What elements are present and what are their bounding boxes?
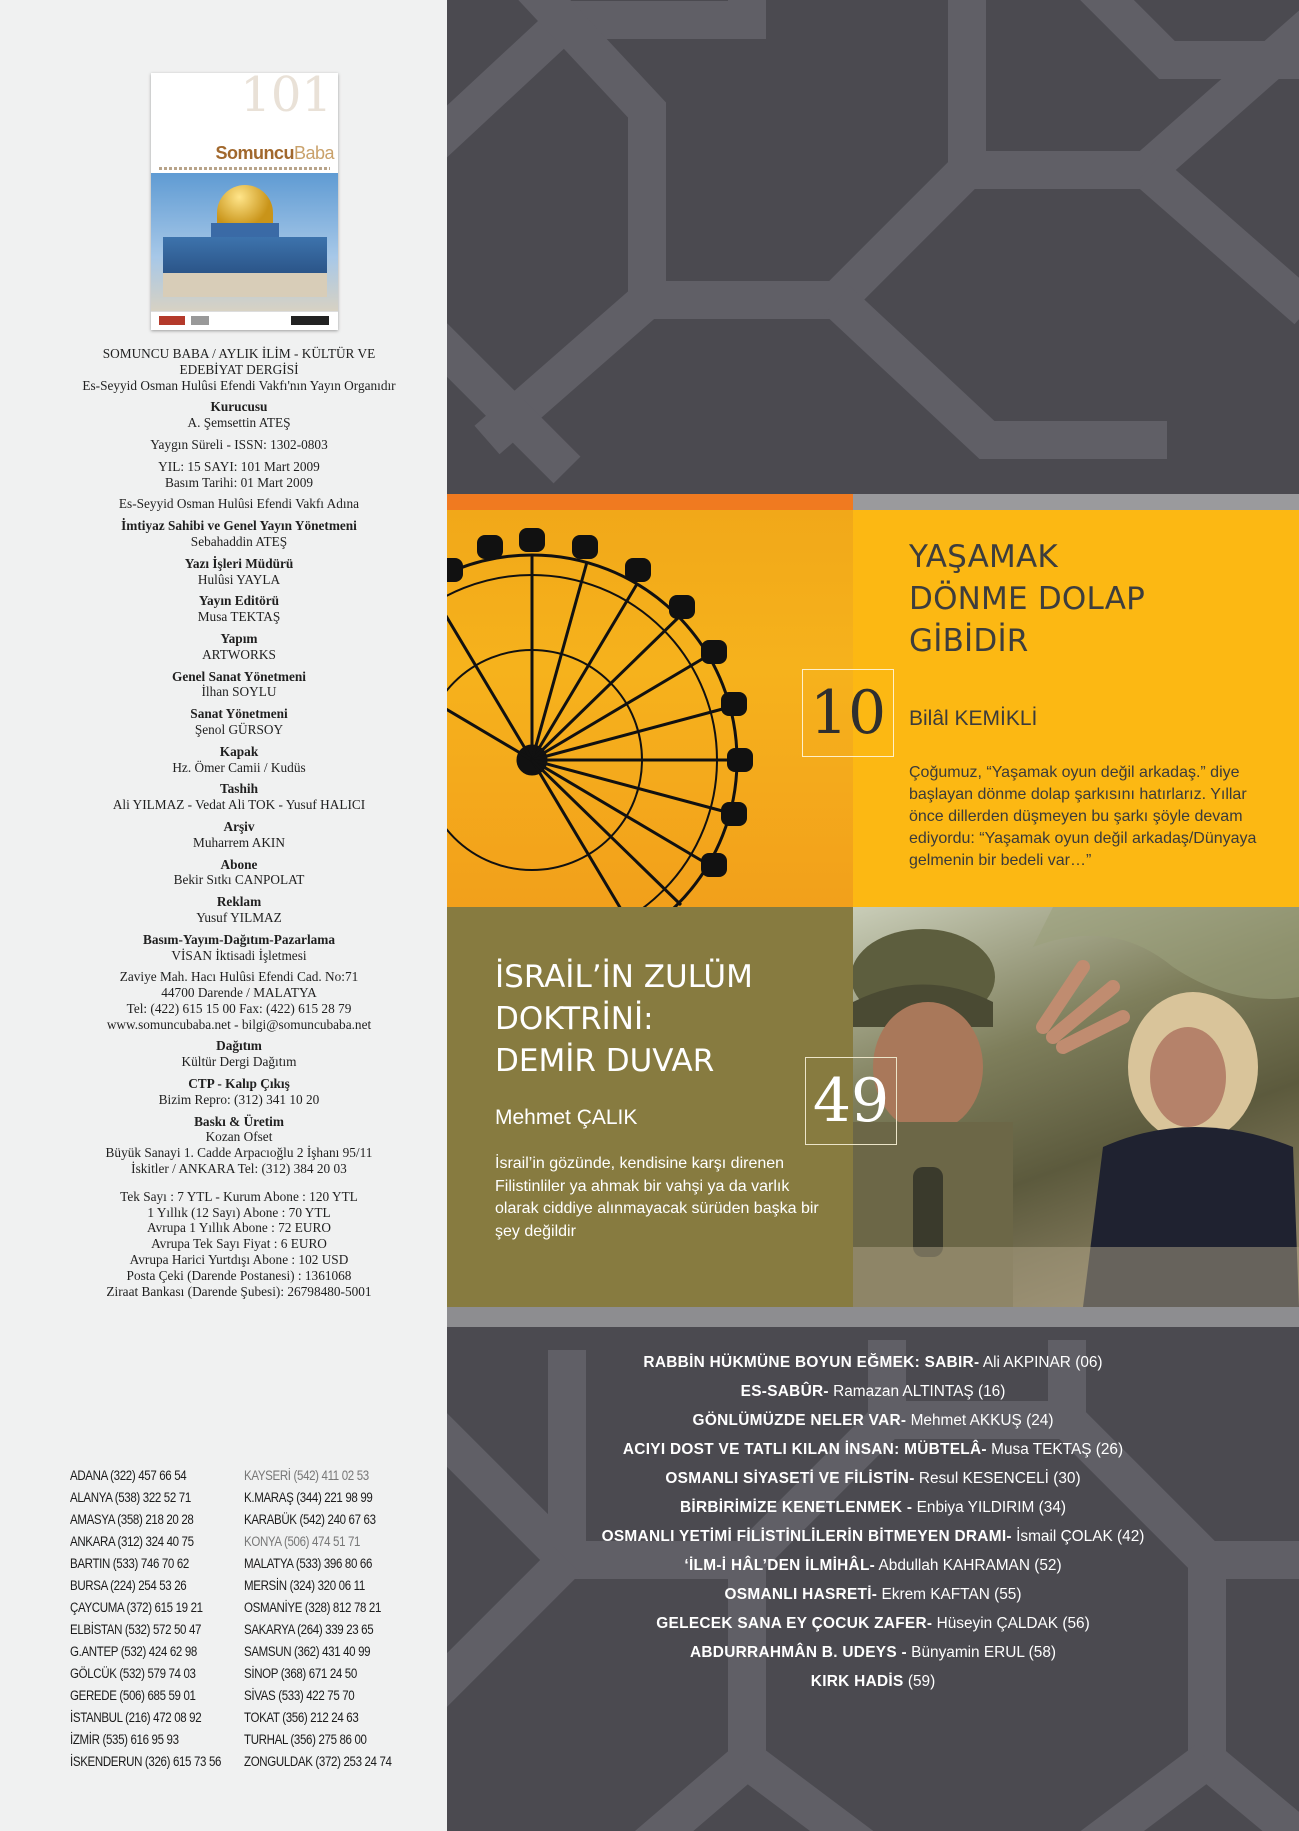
ferris-wheel-photo[interactable] [447, 510, 853, 907]
phone-entry: SİVAS (533) 422 75 70 [244, 1688, 355, 1703]
phone-entry: KARABÜK (542) 240 67 63 [244, 1512, 376, 1527]
owner-label: İmtiyaz Sahibi ve Genel Yayın Yönetmeni [121, 518, 357, 534]
archive: Muharrem AKIN [193, 834, 285, 850]
toc-entry-author: Bünyamin ERUL (58) [906, 1644, 1057, 1661]
cover-logo-second: Baba [293, 143, 334, 163]
toc-entry[interactable] [447, 1522, 1299, 1551]
phone-entry: ELBİSTAN (532) 572 50 47 [70, 1622, 202, 1637]
toc-entry[interactable] [447, 1435, 1299, 1464]
phone-entry: K.MARAŞ (344) 221 98 99 [244, 1490, 373, 1505]
ads: Yusuf YILMAZ [196, 909, 282, 925]
toc-entry[interactable] [447, 1348, 1299, 1377]
toc-entry-author: Hüseyin ÇALDAK (56) [932, 1615, 1090, 1632]
publishing-editor: Musa TEKTAŞ [197, 609, 281, 625]
masthead-credits [78, 346, 400, 1305]
phone-entry: İSKENDERUN (326) 615 73 56 [70, 1754, 222, 1769]
toc-entry-author: Resul KESENCELİ (30) [914, 1470, 1081, 1487]
distribution: Kültür Dergi Dağıtım [181, 1054, 297, 1070]
toc-entry-author: (59) [903, 1673, 936, 1690]
distribution-marketing: VİSAN İktisadi İşletmesi [171, 947, 307, 963]
toc-entry[interactable] [447, 1551, 1299, 1580]
production: ARTWORKS [202, 646, 276, 662]
editor-label: Yazı İşleri Müdürü [184, 555, 294, 571]
masthead-subtitle: Es-Seyyid Osman Hulûsi Efendi Vakfı'nın Yayın Organıdır [82, 377, 396, 393]
toc-entry-title: ABDURRAHMÂN B. UDEYS - [689, 1644, 907, 1661]
feature-1-page-number: 10 [802, 669, 894, 757]
phone-entry: SİNOP (368) 671 24 50 [244, 1666, 357, 1681]
toc-entry-author: İsmail ÇOLAK (42) [1011, 1528, 1145, 1545]
phone-entry: BARTIN (533) 746 70 62 [70, 1556, 189, 1571]
toc-entry-title: RABBİN HÜKMÜNE BOYUN EĞMEK: SABIR- [643, 1354, 980, 1371]
toc-entry-author: Ramazan ALTINTAŞ (16) [828, 1383, 1006, 1400]
feature-2-lead: İsrail’in gözünde, kendisine karşı direnen Filistinliler ya ahmak bir vahşi ya da varlık olarak ciddiye alınmayacak sürüden başka bir şey değildir [495, 1155, 819, 1240]
toc-entry-title: ‘İLM-İ HÂL’DEN İLMİHÂL- [684, 1557, 876, 1574]
printer-address-2: İskitler / ANKARA Tel: (312) 384 20 03 [131, 1161, 347, 1177]
web-mail[interactable]: www.somuncubaba.net - bilgi@somuncubaba.net [106, 1016, 372, 1032]
price-1: Tek Sayı : 7 YTL - Kurum Abone : 120 YTL [120, 1188, 358, 1204]
phone-entry: İSTANBUL (216) 472 08 92 [70, 1710, 202, 1725]
address-line-2: 44700 Darende / MALATYA [161, 985, 317, 1001]
cover-issue-number: 101 [240, 73, 332, 123]
phone-entry: SAMSUN (362) 431 40 99 [244, 1644, 371, 1659]
feature-2-title-line-1: İSRAİL’İN ZULÜM [495, 959, 753, 995]
printer-address-1: Büyük Sanayi 1. Cadde Arpacıoğlu 2 İşhanı 95/11 [105, 1145, 373, 1161]
phone-entry: GÖLCÜK (532) 579 74 03 [70, 1666, 196, 1681]
toc-entry-title: ES-SABÛR- [740, 1383, 829, 1400]
table-of-contents [447, 1348, 1299, 1696]
printer: Kozan Ofset [205, 1129, 273, 1145]
tel-fax: Tel: (422) 615 15 00 Fax: (422) 615 28 79 [126, 1000, 352, 1016]
phone-entry: MERSİN (324) 320 06 11 [244, 1578, 365, 1593]
price-3: Avrupa 1 Yıllık Abone : 72 EURO [147, 1220, 331, 1236]
price-4: Avrupa Tek Sayı Fiyat : 6 EURO [151, 1236, 327, 1252]
toc-entry-title: KIRK HADİS [810, 1673, 904, 1690]
toc-entry[interactable] [447, 1609, 1299, 1638]
masthead-title: SOMUNCU BABA / AYLIK İLİM - KÜLTÜR VE EDEBİYAT DERGİSİ [102, 346, 376, 377]
founder: A. Şemsettin ATEŞ [187, 415, 291, 431]
toc-entry[interactable] [447, 1638, 1299, 1667]
toc-entry-title: BİRBİRİMİZE KENETLENMEK - [679, 1499, 913, 1516]
grey-accent-bar [853, 494, 1299, 510]
subscription: Bekir Sıtkı CANPOLAT [173, 872, 305, 888]
phone-entry: BURSA (224) 254 53 26 [70, 1578, 187, 1593]
cover-label: Kapak [219, 743, 259, 759]
phone-entry: ADANA (322) 457 66 54 [70, 1468, 187, 1483]
toc-entry[interactable] [447, 1464, 1299, 1493]
toc-entry-author: Mehmet AKKUŞ (24) [906, 1412, 1054, 1429]
soldier-woman-photo[interactable] [853, 907, 1299, 1307]
cover-logo [151, 143, 334, 164]
contents-column [447, 0, 1299, 1831]
print-label: Baskı & Üretim [194, 1113, 284, 1129]
cover-logo-main: Somuncu [215, 143, 294, 163]
ctp: Bizim Repro: (312) 341 10 20 [158, 1091, 320, 1107]
feature-2-title-line-2: DOKTRİNİ: [495, 1001, 654, 1037]
cover-bottom-bar [151, 311, 338, 330]
phone-entry: ALANYA (538) 322 52 71 [70, 1490, 191, 1505]
phone-entry: İZMİR (535) 616 95 93 [70, 1732, 179, 1747]
toc-entry-author: Ali AKPINAR (06) [979, 1354, 1103, 1371]
phones-left-list [70, 1465, 221, 1773]
general-art-director: İlhan SOYLU [201, 684, 277, 700]
feature-1-title[interactable] [909, 536, 1145, 662]
price-2: 1 Yıllık (12 Sayı) Abone : 70 YTL [147, 1204, 331, 1220]
toc-entry-title: ACIYI DOST VE TATLI KILAN İNSAN: MÜBTELÂ- [622, 1441, 987, 1458]
cover-mosque-base [163, 237, 327, 297]
archive-label: Arşiv [223, 818, 255, 834]
phone-entry: AMASYA (358) 218 20 28 [70, 1512, 194, 1527]
issn: Yaygın Süreli - ISSN: 1302-0803 [150, 436, 328, 452]
feature-2-title[interactable] [495, 956, 753, 1082]
price-5: Avrupa Harici Yurtdışı Abone : 102 USD [129, 1252, 349, 1268]
cover-text: Hz. Ömer Camii / Kudüs [172, 759, 306, 775]
cover-drum [211, 223, 279, 237]
on-behalf: Es-Seyyid Osman Hulûsi Efendi Vakfı Adına [118, 496, 360, 512]
price-7: Ziraat Bankası (Darende Şubesi): 26798480-5001 [106, 1283, 372, 1299]
phone-entry: TOKAT (356) 212 24 63 [244, 1710, 359, 1725]
owner: Sebahaddin ATEŞ [190, 533, 288, 549]
toc-entry-title: OSMANLI SİYASETİ VE FİLİSTİN- [665, 1470, 915, 1487]
toc-entry-title: GÖNLÜMÜZDE NELER VAR- [692, 1412, 907, 1429]
toc-entry[interactable] [447, 1580, 1299, 1609]
toc-entry-author: Abdullah KAHRAMAN (52) [875, 1557, 1062, 1574]
feature-1-lead: Çoğumuz, “Yaşamak oyun değil arkadaş.” diye başlayan dönme dolap şarkısını hatırlarız. Yıllar önce dillerden düşmeyen bu şarkı şöyle devam ediyordu: “Yaşamak oyun değil arkadaş/Dünyaya gelmenin bir bedeli var…” [909, 764, 1257, 869]
print-date: Basım Tarihi: 01 Mart 2009 [164, 474, 314, 490]
magazine-cover-thumbnail[interactable] [151, 73, 338, 330]
feature-2-author: Mehmet ÇALIK [495, 1106, 638, 1129]
distribution-label: Dağıtım [216, 1038, 262, 1054]
art-director: Şenol GÜRSOY [194, 721, 284, 737]
toc-entry[interactable] [447, 1406, 1299, 1435]
feature-1-author: Bilâl KEMİKLİ [909, 707, 1038, 730]
phone-entry: ÇAYCUMA (372) 615 19 21 [70, 1600, 203, 1615]
phone-entry: KONYA (506) 474 51 71 [244, 1534, 361, 1549]
founder-label: Kurucusu [210, 399, 268, 415]
issue-line: YIL: 15 SAYI: 101 Mart 2009 [158, 458, 320, 474]
toc-entry[interactable] [447, 1377, 1299, 1406]
publishing-editor-label: Yayın Editörü [198, 593, 280, 609]
ads-label: Reklam [216, 894, 262, 910]
feature-2-page-number: 49 [805, 1057, 897, 1145]
phones-right-list [244, 1465, 392, 1773]
phone-entry: GEREDE (506) 685 59 01 [70, 1688, 196, 1703]
price-6: Posta Çeki (Darende Postanesi) : 1361068 [126, 1267, 352, 1283]
phone-entry: ANKARA (312) 324 40 75 [70, 1534, 194, 1549]
news-photo-icon [853, 907, 1299, 1307]
feature-1-title-line-2: DÖNME DOLAP [909, 581, 1146, 617]
ctp-label: CTP - Kalıp Çıkış [188, 1076, 290, 1092]
feature-2-title-line-3: DEMİR DUVAR [495, 1043, 715, 1079]
subscription-label: Abone [220, 856, 258, 872]
toc-entry-title: OSMANLI YETİMİ FİLİSTİNLİLERİN BİTMEYEN DRAMI- [601, 1528, 1012, 1545]
production-label: Yapım [220, 630, 258, 646]
toc-entry[interactable] [447, 1493, 1299, 1522]
toc-entry-author: Ekrem KAFTAN (55) [877, 1586, 1022, 1603]
feature-1-title-line-3: GİBİDİR [909, 623, 1029, 659]
proofreading: Ali YILMAZ - Vedat Ali TOK - Yusuf HALICI [112, 797, 366, 813]
toc-entry-author: Musa TEKTAŞ (26) [986, 1441, 1124, 1458]
address-line-1: Zaviye Mah. Hacı Hulûsi Efendi Cad. No:71 [119, 969, 359, 985]
toc-entry-title: OSMANLI HASRETİ- [724, 1586, 878, 1603]
phone-entry: OSMANİYE (328) 812 78 21 [244, 1600, 382, 1615]
grey-divider-bar [447, 1307, 1299, 1327]
general-art-director-label: Genel Sanat Yönetmeni [172, 668, 306, 684]
feature-1-title-line-1: YAŞAMAK [909, 539, 1058, 575]
distribution-marketing-label: Basım-Yayım-Dağıtım-Pazarlama [142, 931, 336, 947]
toc-entry[interactable] [447, 1667, 1299, 1696]
phone-entry: G.ANTEP (532) 424 62 98 [70, 1644, 197, 1659]
phone-entry: KAYSERİ (542) 411 02 53 [244, 1468, 369, 1483]
cover-tagline [159, 167, 330, 170]
phone-entry: TURHAL (356) 275 86 00 [244, 1732, 367, 1747]
phone-entry: SAKARYA (264) 339 23 65 [244, 1622, 374, 1637]
orange-accent-bar [447, 494, 853, 510]
editor: Hulûsi YAYLA [197, 571, 281, 587]
art-director-label: Sanat Yönetmeni [190, 706, 288, 722]
toc-entry-title: GELECEK SANA EY ÇOCUK ZAFER- [656, 1615, 933, 1632]
masthead-column [0, 0, 447, 1831]
toc-entry-author: Enbiya YILDIRIM (34) [912, 1499, 1067, 1516]
ferris-wheel-icon [447, 510, 853, 907]
phone-entry: MALATYA (533) 396 80 66 [244, 1556, 373, 1571]
proofreading-label: Tashih [220, 781, 258, 797]
phone-entry: ZONGULDAK (372) 253 24 74 [244, 1754, 392, 1769]
